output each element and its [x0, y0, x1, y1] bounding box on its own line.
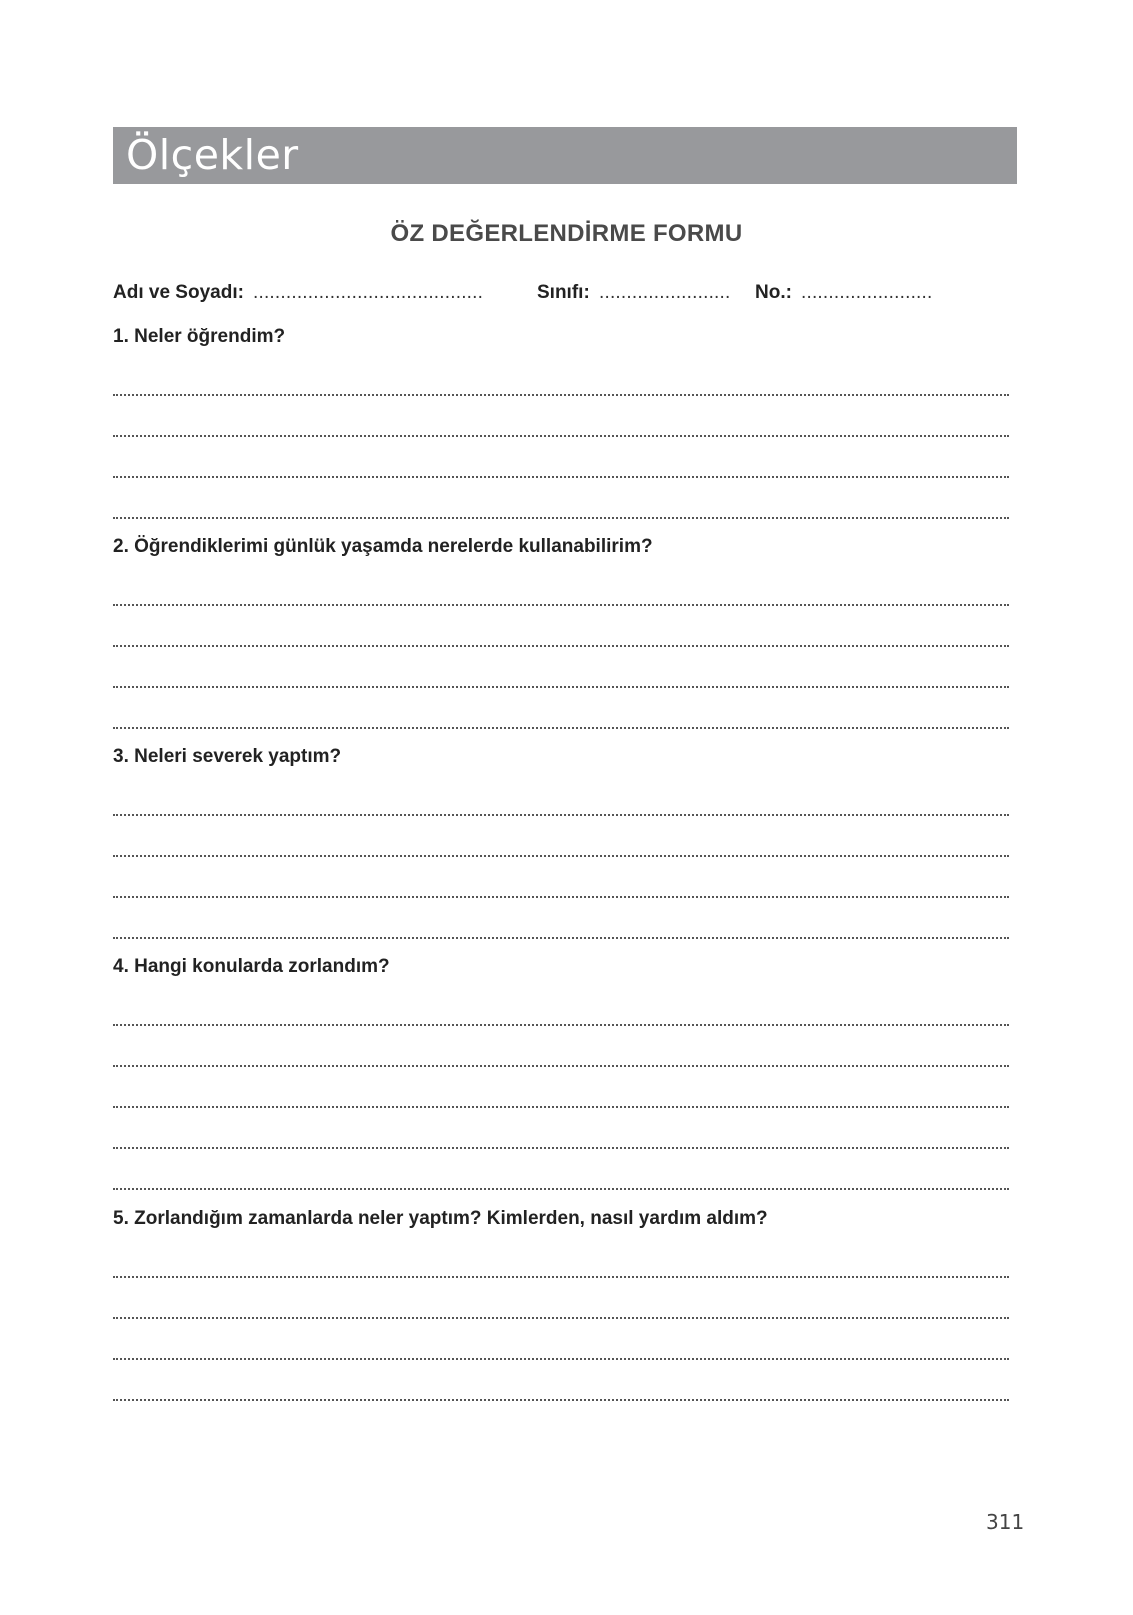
class-label: Sınıfı: [537, 282, 590, 303]
answer-line[interactable] [113, 645, 1009, 647]
answer-line[interactable] [113, 517, 1009, 519]
name-field[interactable]: .......................................... [253, 282, 484, 303]
answer-line[interactable] [113, 1358, 1009, 1360]
answer-line[interactable] [113, 1317, 1009, 1319]
form-title: ÖZ DEĞERLENDİRME FORMU [390, 220, 743, 247]
answer-line[interactable] [113, 604, 1009, 606]
question-4: 4. Hangi konularda zorlandım? [113, 956, 390, 977]
student-info-row [113, 282, 1023, 308]
name-label: Adı ve Soyadı: [113, 282, 244, 303]
number-label: No.: [755, 282, 792, 303]
answer-line[interactable] [113, 1147, 1009, 1149]
answer-line[interactable] [113, 1065, 1009, 1067]
answer-line[interactable] [113, 435, 1009, 437]
question-3: 3. Neleri severek yaptım? [113, 746, 342, 767]
answer-line[interactable] [113, 476, 1009, 478]
answer-line[interactable] [113, 727, 1009, 729]
answer-line[interactable] [113, 1276, 1009, 1278]
number-field[interactable]: ........................ [801, 282, 933, 303]
answer-line[interactable] [113, 814, 1009, 816]
answer-line[interactable] [113, 1024, 1009, 1026]
answer-line[interactable] [113, 1399, 1009, 1401]
page-number: 311 [986, 1510, 1025, 1534]
answer-line[interactable] [113, 394, 1009, 396]
answer-line[interactable] [113, 896, 1009, 898]
answer-line[interactable] [113, 1188, 1009, 1190]
answer-line[interactable] [113, 937, 1009, 939]
answer-line[interactable] [113, 855, 1009, 857]
question-2: 2. Öğrendiklerimi günlük yaşamda nerelerde kullanabilirim? [113, 536, 653, 557]
question-1: 1. Neler öğrendim? [113, 326, 286, 347]
answer-line[interactable] [113, 686, 1009, 688]
question-5: 5. Zorlandığım zamanlarda neler yaptım? Kimlerden, nasıl yardım aldım? [113, 1208, 768, 1229]
section-header-bar [113, 127, 1017, 184]
class-field[interactable]: ........................ [599, 282, 731, 303]
answer-line[interactable] [113, 1106, 1009, 1108]
section-title: Ölçekler [126, 131, 299, 179]
